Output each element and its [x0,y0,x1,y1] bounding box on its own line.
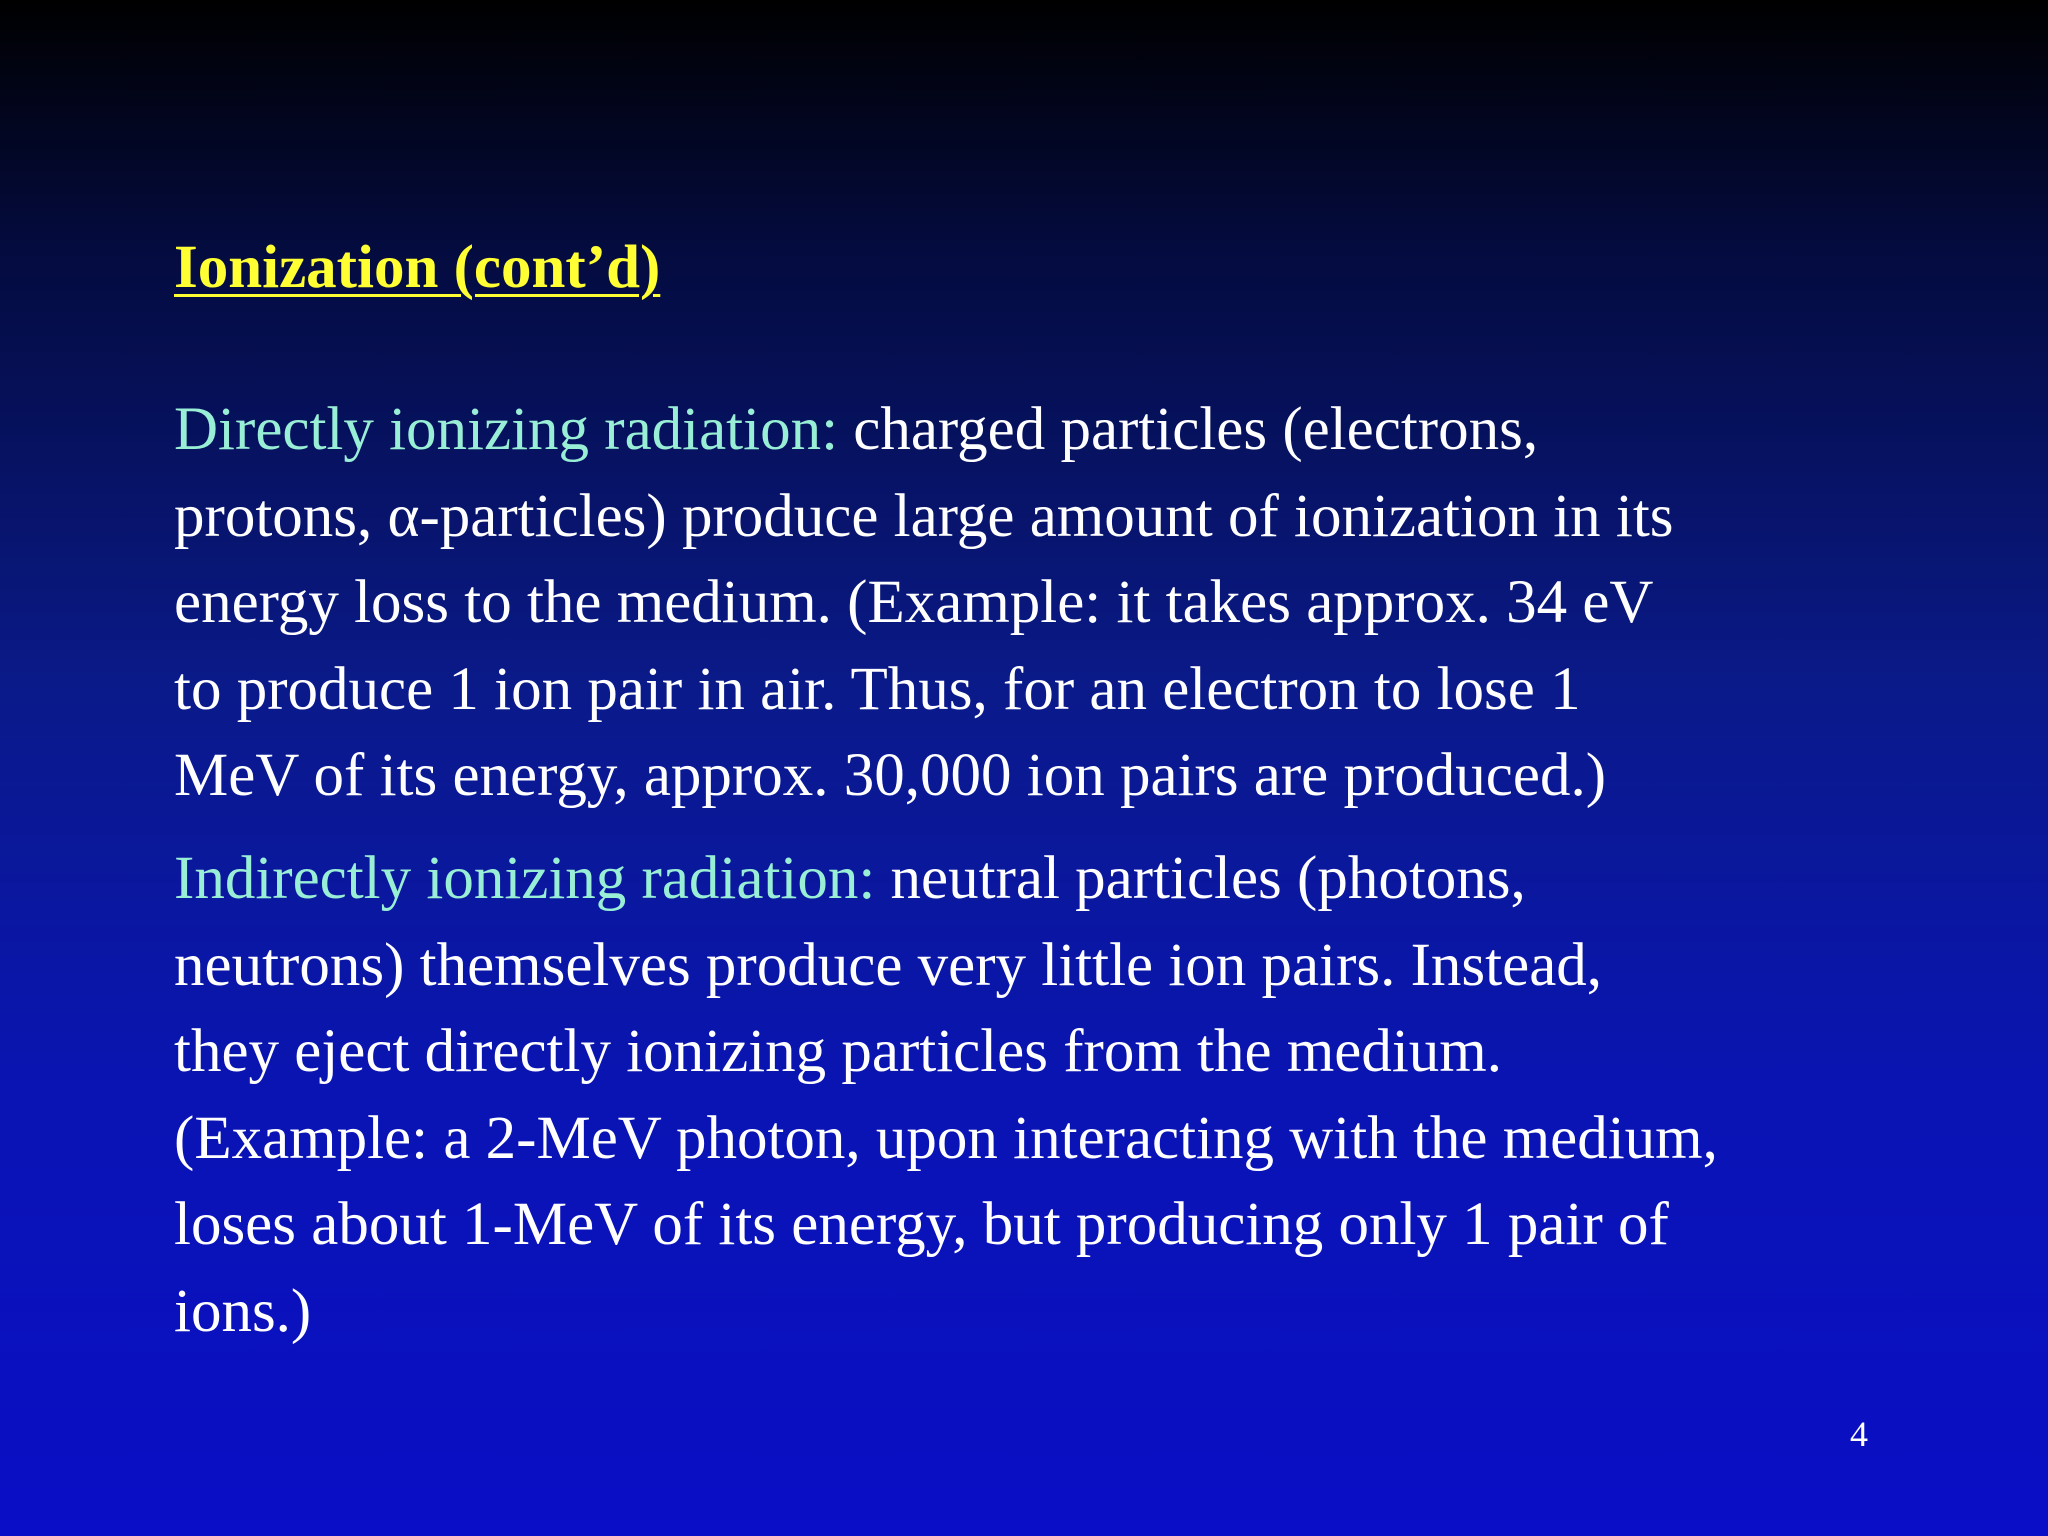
paragraph-line: (Example: a 2-MeV photon, upon interacting with the medium, [174,1104,1718,1172]
paragraph-line: energy loss to the medium. (Example: it takes approx. 34 eV [174,569,1654,636]
paragraph-directly-ionizing [174,387,1974,820]
paragraph-line: MeV of its energy, approx. 30,000 ion pairs are produced.) [174,742,1607,809]
paragraph-line [174,387,1974,474]
term-directly-ionizing: Directly ionizing radiation: [174,396,839,463]
paragraph-line: to produce 1 ion pair in air. Thus, for an electron to lose 1 [174,655,1581,723]
paragraph-line [174,836,1974,923]
line-text: neutral particles (photons, [875,845,1526,912]
term-indirectly-ionizing: Indirectly ionizing radiation: [174,845,876,912]
paragraph-line: loses about 1-MeV of its energy, but producing only 1 pair of [174,1191,1669,1258]
paragraph-line: protons, α-particles) produce large amount of ionization in its [174,482,1674,550]
slide-title: Ionization (cont’d) [174,234,661,301]
paragraph-line: neutrons) themselves produce very little ion pairs. Instead, [174,931,1603,999]
line-text: charged particles (electrons, [838,396,1539,463]
paragraph-line: ions.) [174,1277,312,1345]
page-number: 4 [1850,1414,1868,1454]
paragraph-line: they eject directly ionizing particles from the medium. [174,1018,1503,1085]
paragraph-indirectly-ionizing [174,836,1974,1355]
